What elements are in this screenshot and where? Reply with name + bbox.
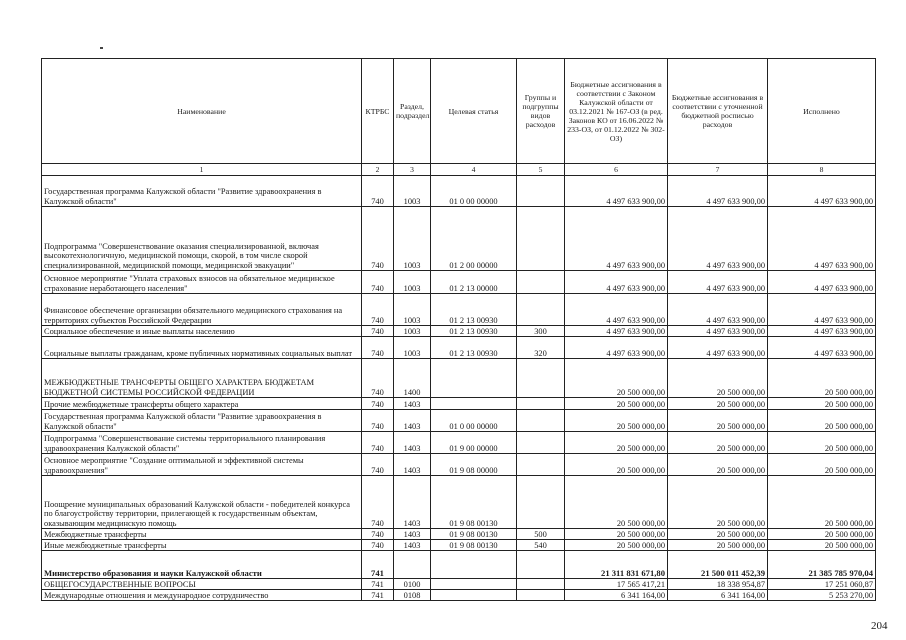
table-row — [42, 529, 876, 540]
row-group-cell — [517, 176, 565, 207]
row-budget-law-cell: 20 500 000,00 — [565, 476, 668, 529]
table-row — [42, 294, 876, 326]
row-target-cell — [431, 551, 517, 579]
row-executed-cell: 21 385 785 970,04 — [768, 551, 876, 579]
table-header-row — [42, 59, 876, 164]
row-group-cell — [517, 207, 565, 271]
row-budget-law-cell: 4 497 633 900,00 — [565, 337, 668, 359]
row-ktrbs-cell: 740 — [362, 207, 394, 271]
row-budget-refined-cell: 4 497 633 900,00 — [668, 176, 768, 207]
row-budget-refined-cell: 21 500 011 452,39 — [668, 551, 768, 579]
row-ktrbs-cell: 740 — [362, 540, 394, 551]
row-name-cell: Государственная программа Калужской области "Развитие здравоохранения в Калужской области" — [42, 410, 362, 432]
scan-mark — [100, 47, 103, 49]
row-budget-refined-cell: 20 500 000,00 — [668, 398, 768, 410]
row-budget-refined-cell: 20 500 000,00 — [668, 410, 768, 432]
row-group-cell — [517, 359, 565, 398]
table-row — [42, 590, 876, 601]
row-group-cell — [517, 590, 565, 601]
row-ktrbs-cell: 740 — [362, 432, 394, 454]
row-budget-law-cell: 20 500 000,00 — [565, 432, 668, 454]
column-number: 4 — [431, 164, 517, 176]
row-name-cell: Международные отношения и международное сотрудничество — [42, 590, 362, 601]
row-group-cell — [517, 454, 565, 476]
row-name-cell: Государственная программа Калужской области "Развитие здравоохранения в Калужской области" — [42, 176, 362, 207]
row-name-cell: Подпрограмма "Совершенствование оказания специализированной, включая высокотехнологичную, медицинской помощи, скорой, в том числе скорой специализированной, медицинской помощи, медицинской эвакуации" — [42, 207, 362, 271]
column-number: 6 — [565, 164, 668, 176]
row-section-cell: 1003 — [394, 326, 431, 337]
row-section-cell: 1403 — [394, 398, 431, 410]
row-budget-law-cell: 20 500 000,00 — [565, 359, 668, 398]
column-number: 7 — [668, 164, 768, 176]
row-budget-law-cell: 6 341 164,00 — [565, 590, 668, 601]
row-ktrbs-cell: 740 — [362, 454, 394, 476]
column-number: 1 — [42, 164, 362, 176]
row-name-cell: Финансовое обеспечение организации обязательного медицинского страхования на территориях субъектов Российской Федерации — [42, 294, 362, 326]
row-ktrbs-cell: 740 — [362, 529, 394, 540]
row-budget-refined-cell: 20 500 000,00 — [668, 432, 768, 454]
row-executed-cell: 5 253 270,00 — [768, 590, 876, 601]
row-group-cell — [517, 294, 565, 326]
table-row — [42, 359, 876, 398]
row-section-cell: 1003 — [394, 176, 431, 207]
row-budget-law-cell: 4 497 633 900,00 — [565, 294, 668, 326]
row-section-cell: 1003 — [394, 337, 431, 359]
table-row — [42, 207, 876, 271]
row-budget-refined-cell: 20 500 000,00 — [668, 540, 768, 551]
row-target-cell: 01 2 00 00000 — [431, 207, 517, 271]
row-budget-refined-cell: 20 500 000,00 — [668, 359, 768, 398]
row-executed-cell: 4 497 633 900,00 — [768, 207, 876, 271]
row-target-cell: 01 2 13 00930 — [431, 337, 517, 359]
row-group-cell — [517, 432, 565, 454]
col-target-header: Целевая статья — [431, 59, 517, 164]
row-budget-law-cell: 4 497 633 900,00 — [565, 271, 668, 294]
row-executed-cell: 4 497 633 900,00 — [768, 271, 876, 294]
table-row — [42, 271, 876, 294]
row-name-cell: Социальное обеспечение и иные выплаты населению — [42, 326, 362, 337]
row-ktrbs-cell: 741 — [362, 590, 394, 601]
col-section-header: Раздел, подраздел — [394, 59, 431, 164]
row-budget-law-cell: 17 565 417,21 — [565, 579, 668, 590]
row-budget-law-cell: 21 311 831 671,80 — [565, 551, 668, 579]
row-budget-refined-cell: 4 497 633 900,00 — [668, 294, 768, 326]
row-ktrbs-cell: 741 — [362, 551, 394, 579]
row-target-cell: 01 9 08 00000 — [431, 454, 517, 476]
table-row — [42, 398, 876, 410]
row-budget-law-cell: 20 500 000,00 — [565, 398, 668, 410]
row-name-cell: Подпрограмма "Совершенствование системы территориального планирования здравоохранения Калужской области" — [42, 432, 362, 454]
col-budget-law-header: Бюджетные ассигнования в соответствии с Законом Калужской области от 03.12.2021 № 167-ОЗ (в ред. Законов КО от 16.06.2022 № 233-ОЗ, от 01.12.2022 № 302-ОЗ) — [565, 59, 668, 164]
row-executed-cell: 20 500 000,00 — [768, 410, 876, 432]
row-executed-cell: 20 500 000,00 — [768, 432, 876, 454]
col-groups-header: Группы и подгруппы видов расходов — [517, 59, 565, 164]
row-group-cell — [517, 551, 565, 579]
table-row — [42, 410, 876, 432]
row-section-cell: 0108 — [394, 590, 431, 601]
row-target-cell: 01 9 00 00000 — [431, 432, 517, 454]
col-budget-refined-header: Бюджетные ассигнования в соответствии с уточненной бюджетной росписью расходов — [668, 59, 768, 164]
row-budget-refined-cell: 18 338 954,87 — [668, 579, 768, 590]
row-target-cell: 01 0 00 00000 — [431, 410, 517, 432]
row-executed-cell: 20 500 000,00 — [768, 476, 876, 529]
row-target-cell — [431, 579, 517, 590]
row-name-cell: Иные межбюджетные трансферты — [42, 540, 362, 551]
row-target-cell — [431, 398, 517, 410]
row-budget-law-cell: 20 500 000,00 — [565, 454, 668, 476]
row-target-cell: 01 9 08 00130 — [431, 476, 517, 529]
row-name-cell: Поощрение муниципальных образований Калужской области - победителей конкурса по благоустройству территории, прилегающей к государственным объектам, оказывающим медицинскую помощь — [42, 476, 362, 529]
row-budget-law-cell: 20 500 000,00 — [565, 529, 668, 540]
column-number-row — [42, 164, 876, 176]
row-budget-law-cell: 20 500 000,00 — [565, 410, 668, 432]
table-row — [42, 432, 876, 454]
row-budget-law-cell: 4 497 633 900,00 — [565, 207, 668, 271]
col-name-header: Наименование — [42, 59, 362, 164]
row-section-cell — [394, 551, 431, 579]
table-row — [42, 176, 876, 207]
row-executed-cell: 20 500 000,00 — [768, 454, 876, 476]
row-executed-cell: 4 497 633 900,00 — [768, 326, 876, 337]
row-target-cell: 01 2 13 00000 — [431, 271, 517, 294]
row-executed-cell: 4 497 633 900,00 — [768, 176, 876, 207]
table-row — [42, 579, 876, 590]
row-section-cell: 1003 — [394, 207, 431, 271]
row-group-cell — [517, 398, 565, 410]
row-budget-law-cell: 4 497 633 900,00 — [565, 326, 668, 337]
row-ktrbs-cell: 740 — [362, 398, 394, 410]
row-ktrbs-cell: 740 — [362, 176, 394, 207]
row-ktrbs-cell: 741 — [362, 579, 394, 590]
row-name-cell: Межбюджетные трансферты — [42, 529, 362, 540]
row-section-cell: 1403 — [394, 540, 431, 551]
row-section-cell: 1003 — [394, 271, 431, 294]
row-target-cell: 01 9 08 00130 — [431, 540, 517, 551]
row-section-cell: 1400 — [394, 359, 431, 398]
row-ktrbs-cell: 740 — [362, 410, 394, 432]
row-group-cell — [517, 410, 565, 432]
row-target-cell: 01 2 13 00930 — [431, 294, 517, 326]
row-budget-refined-cell: 6 341 164,00 — [668, 590, 768, 601]
row-executed-cell: 20 500 000,00 — [768, 398, 876, 410]
table-row — [42, 551, 876, 579]
row-budget-refined-cell: 4 497 633 900,00 — [668, 337, 768, 359]
row-target-cell — [431, 359, 517, 398]
row-ktrbs-cell: 740 — [362, 271, 394, 294]
row-ktrbs-cell: 740 — [362, 337, 394, 359]
row-executed-cell: 17 251 060,87 — [768, 579, 876, 590]
row-group-cell — [517, 271, 565, 294]
budget-table — [41, 58, 876, 601]
row-executed-cell: 20 500 000,00 — [768, 540, 876, 551]
row-section-cell: 1403 — [394, 410, 431, 432]
row-executed-cell: 20 500 000,00 — [768, 529, 876, 540]
table-row — [42, 337, 876, 359]
row-ktrbs-cell: 740 — [362, 476, 394, 529]
row-ktrbs-cell: 740 — [362, 294, 394, 326]
table-row — [42, 540, 876, 551]
row-name-cell: Основное мероприятие "Создание оптимальной и эффективной системы здравоохранения" — [42, 454, 362, 476]
row-name-cell: Основное мероприятие "Уплата страховых взносов на обязательное медицинское страхование неработающего населения" — [42, 271, 362, 294]
row-ktrbs-cell: 740 — [362, 359, 394, 398]
column-number: 8 — [768, 164, 876, 176]
column-number: 3 — [394, 164, 431, 176]
row-section-cell: 1403 — [394, 432, 431, 454]
table-row — [42, 454, 876, 476]
row-name-cell: ОБЩЕГОСУДАРСТВЕННЫЕ ВОПРОСЫ — [42, 579, 362, 590]
row-section-cell: 0100 — [394, 579, 431, 590]
row-name-cell: Прочие межбюджетные трансферты общего характера — [42, 398, 362, 410]
column-number: 2 — [362, 164, 394, 176]
row-budget-law-cell: 20 500 000,00 — [565, 540, 668, 551]
col-executed-header: Исполнено — [768, 59, 876, 164]
table-row — [42, 326, 876, 337]
row-executed-cell: 4 497 633 900,00 — [768, 337, 876, 359]
row-group-cell: 540 — [517, 540, 565, 551]
row-budget-refined-cell: 4 497 633 900,00 — [668, 326, 768, 337]
col-ktrbs-header: КТРБС — [362, 59, 394, 164]
row-target-cell: 01 0 00 00000 — [431, 176, 517, 207]
column-number: 5 — [517, 164, 565, 176]
row-group-cell: 500 — [517, 529, 565, 540]
row-section-cell: 1403 — [394, 454, 431, 476]
row-group-cell — [517, 476, 565, 529]
row-section-cell: 1003 — [394, 294, 431, 326]
row-budget-refined-cell: 20 500 000,00 — [668, 476, 768, 529]
row-section-cell: 1403 — [394, 476, 431, 529]
row-budget-refined-cell: 20 500 000,00 — [668, 529, 768, 540]
row-budget-refined-cell: 20 500 000,00 — [668, 454, 768, 476]
table-row — [42, 476, 876, 529]
row-budget-refined-cell: 4 497 633 900,00 — [668, 207, 768, 271]
row-budget-law-cell: 4 497 633 900,00 — [565, 176, 668, 207]
row-group-cell: 300 — [517, 326, 565, 337]
row-group-cell — [517, 579, 565, 590]
row-target-cell: 01 2 13 00930 — [431, 326, 517, 337]
row-group-cell: 320 — [517, 337, 565, 359]
row-section-cell: 1403 — [394, 529, 431, 540]
row-name-cell: Социальные выплаты гражданам, кроме публичных нормативных социальных выплат — [42, 337, 362, 359]
table-body — [42, 176, 876, 601]
row-ktrbs-cell: 740 — [362, 326, 394, 337]
page-number: 204 — [871, 620, 888, 632]
row-name-cell: Министерство образования и науки Калужской области — [42, 551, 362, 579]
row-budget-refined-cell: 4 497 633 900,00 — [668, 271, 768, 294]
row-executed-cell: 4 497 633 900,00 — [768, 294, 876, 326]
row-target-cell — [431, 590, 517, 601]
row-executed-cell: 20 500 000,00 — [768, 359, 876, 398]
row-name-cell: МЕЖБЮДЖЕТНЫЕ ТРАНСФЕРТЫ ОБЩЕГО ХАРАКТЕРА БЮДЖЕТАМ БЮДЖЕТНОЙ СИСТЕМЫ РОССИЙСКОЙ ФЕДЕРАЦИИ — [42, 359, 362, 398]
row-target-cell: 01 9 08 00130 — [431, 529, 517, 540]
